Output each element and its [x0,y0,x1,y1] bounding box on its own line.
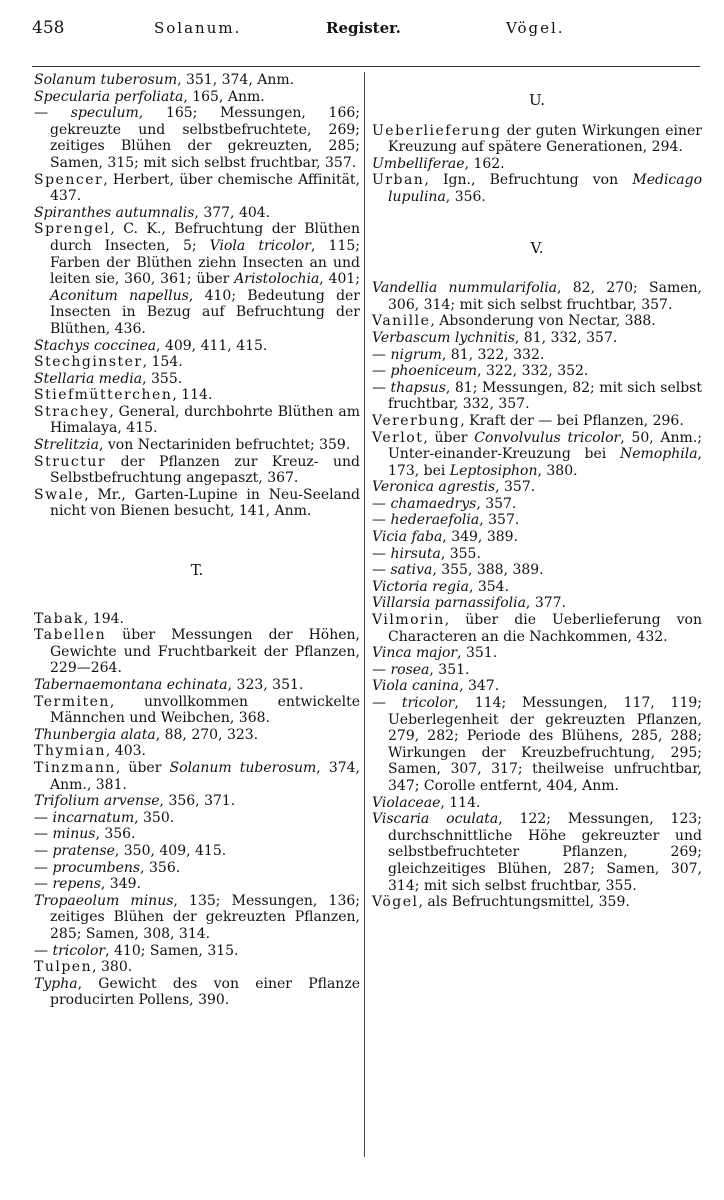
entry-text: , 194. [83,610,124,627]
left-index-column [34,72,360,1009]
entry-text: , 357. [495,479,536,496]
entry-text: , 82, 270; Samen, 306, 314; mit sich selbst fruchtbar, 357. [388,280,703,313]
entry-text: , 349, 389. [442,529,518,546]
headword: Strachey [34,403,110,420]
taxon-name: Typha [34,975,78,992]
headword: Spencer [34,171,104,188]
headword: Stiefmütterchen [34,387,173,404]
entry-text: , C. K., Befruchtung der Blüthen durch Insecten, 5; [50,221,360,254]
entry-text: , 380. [92,959,133,976]
index-entry [34,760,360,793]
index-entry [372,413,702,430]
taxon-name: Spiranthes autumnalis [34,204,195,221]
index-entry [34,437,360,454]
index-entry [372,612,702,645]
taxon-name: Verbascum lychnitis [372,329,515,346]
index-entry [372,695,702,795]
taxon-name: Thunbergia alata [34,726,156,743]
headword: Verlot [372,429,424,446]
entry-text: , 349. [100,876,141,893]
taxon-name: chamaedrys [390,495,477,512]
index-entry [34,843,360,860]
taxon-name: Umbelliferae [372,155,465,172]
index-entry [372,156,702,173]
entry-text: , 81, 322, 332. [441,346,545,363]
page-number: 458 [32,18,65,38]
taxon-name: phoeniceum [390,363,478,380]
entry-text: , Ign., Befruchtung von [424,172,633,189]
index-entry [372,795,702,812]
entry-text: — [372,495,391,512]
index-entry [372,380,702,413]
running-head-center: Register. [326,19,401,37]
column-divider [364,72,365,1157]
entry-text: , 409, 411, 415. [156,337,268,354]
entry-text: , über die Ueberlieferung von Characteren an die Nachkommen, 432. [388,612,702,645]
headword: Vögel [372,894,419,911]
headword: Tinzmann [34,759,116,776]
entry-text: über Messungen der Höhen, Gewichte und Fruchtbarkeit der Pflanzen, 229—264. [50,627,360,677]
entry-text: der guten Wirkungen einer Kreuzung auf spätere Generationen, 294. [388,122,702,156]
entry-text: , General, durchbohrte Blüthen am Himalaya, 415. [50,403,360,437]
taxon-name: Viscaria oculata [372,811,499,828]
entry-text: — [34,859,53,876]
taxon-name: tricolor [52,942,106,959]
entry-text: , Absonderung von Nectar, 388. [430,313,656,330]
entry-text: — [372,512,391,529]
taxon-name: speculum [70,105,139,122]
taxon-name: Viola canina [372,678,460,695]
entry-text: , 162. [464,155,505,172]
entry-text: — [34,942,53,959]
index-entry [372,496,702,513]
index-entry [34,743,360,760]
taxon-name: sativa [390,562,433,579]
index-entry [372,512,702,529]
entry-text: , 88, 270, 323. [155,726,259,743]
taxon-name: Victoria regia [372,578,469,595]
index-entry [34,487,360,520]
index-entry [372,479,702,496]
headword: Tulpen [34,959,93,976]
entry-text: , 154. [142,354,183,371]
entry-text: , 351, 374, Anm. [177,72,295,88]
entry-text: , Herbert, über chemische Affinität, 437. [50,171,360,205]
taxon-name: Aconitum napellus [50,287,189,304]
entry-text: , Gewicht des von einer Pflanze producirten Pollens, 390. [50,975,360,1009]
index-entry [34,677,360,694]
index-entry [372,546,702,563]
entry-text: , 81, 332, 357. [514,329,618,346]
index-entry [372,562,702,579]
entry-text: , 50, Anm.; Unter-einander-Kreuzung bei [388,429,702,463]
entry-text: — [34,842,53,859]
taxon-name: Strelitzia [34,437,99,454]
index-entry [34,627,360,677]
index-entry [372,172,702,205]
running-header [32,20,702,42]
index-entry [372,662,702,679]
entry-text: — [34,876,53,893]
taxon-name: Stellaria media [34,370,143,387]
header-rule [32,66,700,67]
entry-text: , 115; Farben der Blüthen ziehn Insecten an und leiten sie, 360, 361; über [50,237,360,288]
entry-text: — [34,826,53,843]
taxon-name: Vandellia nummularifolia [372,280,558,297]
entry-text: , 380. [537,462,578,479]
taxon-name: Stachys coccinea [34,337,157,354]
entry-text: , 355, 388, 389. [432,562,544,579]
index-entry [372,347,702,364]
taxon-name: incarnatum [52,809,135,826]
section-letter: T. [190,561,204,580]
index-entry [372,430,702,480]
index-entry [372,645,702,662]
taxon-name: Nemophila [620,446,698,463]
entry-text: , 377, 404. [194,204,271,221]
entry-text: , 354. [468,578,510,595]
entry-text: der Pflanzen zur Kreuz- und Selbstbefruchtung angepaszt, 367. [50,453,360,487]
right-index-column [372,72,702,911]
headword: Vanille [372,313,431,330]
index-entry [34,793,360,810]
index-entry [34,976,360,1009]
taxon-name: thapsus [390,379,446,396]
index-entry [34,876,360,893]
entry-text: , 356. [140,859,181,876]
entry-text: , 356. [445,188,486,205]
entry-text: , über [115,759,170,776]
entry-text: — [372,661,391,678]
taxon-name: repens [52,876,101,893]
index-entry [34,172,360,205]
index-entry [372,579,702,596]
entry-text: , 114; Messungen, 117, 119; Ueberlegenheit der gekreuzten Pflanzen, 279, 282; Periode des Blühens, 285, 288; Wirkungen der Kreuzbefruchtung, 295; Samen, 307, 317; theilweise unfruchtbar, 347; Corolle entfernt, 404, Anm. [388,695,702,794]
entry-text: , 323, 351. [227,677,304,693]
index-entry [34,404,360,437]
entry-text: , von Nectariniden befruchtet; 359. [98,437,351,454]
entry-text: , 401; [319,271,360,288]
index-entry [34,611,360,628]
entry-text: , 114. [440,794,481,811]
index-entry [372,123,702,156]
index-entry [34,354,360,371]
taxon-name: Vicia faba [372,529,443,546]
entry-text: , als Befruchtungsmittel, 359. [418,894,630,911]
entry-text: , 374, Anm., 381. [50,759,360,793]
entry-text: , 114. [172,387,213,404]
index-entry [34,727,360,744]
index-entry [34,89,360,106]
entry-text: — [372,695,402,711]
taxon-name: minus [52,826,96,843]
entry-text: , 410; Bedeutung der Insecten in Bezug auf Befruchtung der Blüthen, 436. [50,287,361,337]
taxon-name: Tropaeolum minus [34,892,174,909]
index-entry [34,205,360,222]
entry-text: , 173, bei [388,446,702,479]
taxon-name: Viola tricolor [209,237,312,254]
entry-text: , Mr., Garten-Lupine in Neu-Seeland nicht von Bienen besucht, 141, Anm. [50,486,360,520]
taxon-name: Vinca major [372,645,458,662]
taxon-name: Aristolochia [234,271,320,288]
index-entry [372,811,702,894]
headword: Tabak [34,610,84,627]
taxon-name: Solanum tuberosum [34,72,178,88]
index-entry [372,595,702,612]
index-entry [372,894,702,911]
entry-text: , 357. [479,512,520,529]
entry-text: — [372,379,391,396]
entry-text: , 165; Messungen, 166; gekreuzte und selbstbefruchtete, 269; zeitiges Blühen der gekreuzten, 285; Samen, 315; mit sich selbst fruchtbar, 357. [50,105,360,171]
taxon-name: Medicago lupulina [388,172,702,205]
entry-text: , 81; Messungen, 82; mit sich selbst fruchtbar, 332, 357. [388,379,702,413]
entry-text: , Kraft der — bei Pflanzen, 296. [460,412,684,429]
entry-text: — [372,346,391,363]
index-entry [34,826,360,843]
entry-text: , 122; Messungen, 123; durchschnittliche Höhe gekreuzter und selbstbefruchteter Pflanzen, 269; gleichzeitiges Blühen, 287; Samen, 307, 314; mit sich selbst fruchtbar, 355. [388,811,702,894]
entry-text: , 347. [459,678,500,695]
headword: Thymian [34,743,106,760]
taxon-name: Specularia perfoliata [34,88,184,105]
taxon-name: Convolvulus tricolor [474,429,621,446]
taxon-name: Villarsia parnassifolia [372,595,526,612]
taxon-name: tricolor [401,695,455,711]
running-head-left: Solanum. [154,19,242,37]
headword: Sprengel [34,221,111,238]
headword: Termiten [34,693,110,710]
entry-text: , 403. [105,743,146,760]
index-entry [34,72,360,89]
section-letter: U. [528,91,546,109]
entry-text: , 355. [142,370,183,387]
entry-text: , 351. [457,645,498,662]
taxon-name: hederaefolia [390,512,480,529]
index-entry [34,387,360,404]
headword: Vererbung [372,412,461,429]
index-entry [34,860,360,877]
taxon-name: procumbens [52,859,141,876]
headword: Ueberlieferung [372,122,502,139]
headword: Vilmorin [372,612,445,629]
headword: Urban [372,172,425,189]
entry-text: , 357. [476,495,517,512]
taxon-name: hirsuta [390,545,441,562]
index-entry [34,893,360,943]
index-entry [34,371,360,388]
taxon-name: nigrum [390,346,442,363]
headword: Structur [34,453,107,470]
entry-text: — [34,105,71,122]
taxon-name: Trifolium arvense [34,793,160,810]
taxon-name: Tabernaemontana echinata [34,677,228,693]
headword: Stechginster [34,354,143,371]
section-letter: V. [530,238,544,257]
taxon-name: rosea [390,661,430,678]
entry-text: — [372,363,391,380]
entry-text: , 351. [429,661,470,678]
taxon-name: Leptosiphon [449,462,538,479]
entry-text: , über [423,429,475,446]
index-entry [372,678,702,695]
entry-text: , unvollkommen entwickelte Männchen und Weibchen, 368. [50,693,360,727]
entry-text: , 356. [95,826,136,843]
entry-text: , 350. [134,809,175,826]
entry-text: , 322, 332, 352. [477,363,589,380]
taxon-name: Violaceae [372,794,441,811]
index-entry [34,338,360,355]
headword: Swale [34,486,85,503]
entry-text: — [34,809,53,826]
entry-text: , 350, 409, 415. [114,842,227,859]
entry-text: , 165, Anm. [183,88,265,105]
index-entry [34,105,360,171]
index-entry [372,280,702,313]
index-entry [34,694,360,727]
index-entry [34,810,360,827]
entry-text: , 135; Messungen, 136; zeitiges Blühen der gekreuzten Pflanzen, 285; Samen, 308, 314. [50,892,360,942]
index-entry [34,943,360,960]
entry-text: , 410; Samen, 315. [105,942,239,959]
taxon-name: pratense [52,842,115,859]
index-entry [372,529,702,546]
index-entry [372,330,702,347]
index-entry [34,221,360,337]
entry-text: , 355. [440,545,481,562]
running-head-right: Vögel. [506,19,565,37]
entry-text: — [372,545,391,562]
taxon-name: Veronica agrestis [372,479,496,496]
index-entry [372,363,702,380]
headword: Tabellen [34,627,107,644]
index-entry [372,313,702,330]
taxon-name: Solanum tuberosum [169,759,317,776]
entry-text: — [372,562,391,579]
entry-text: , 377. [525,595,566,612]
index-entry [34,454,360,487]
entry-text: , 356, 371. [159,793,236,810]
index-entry [34,959,360,976]
